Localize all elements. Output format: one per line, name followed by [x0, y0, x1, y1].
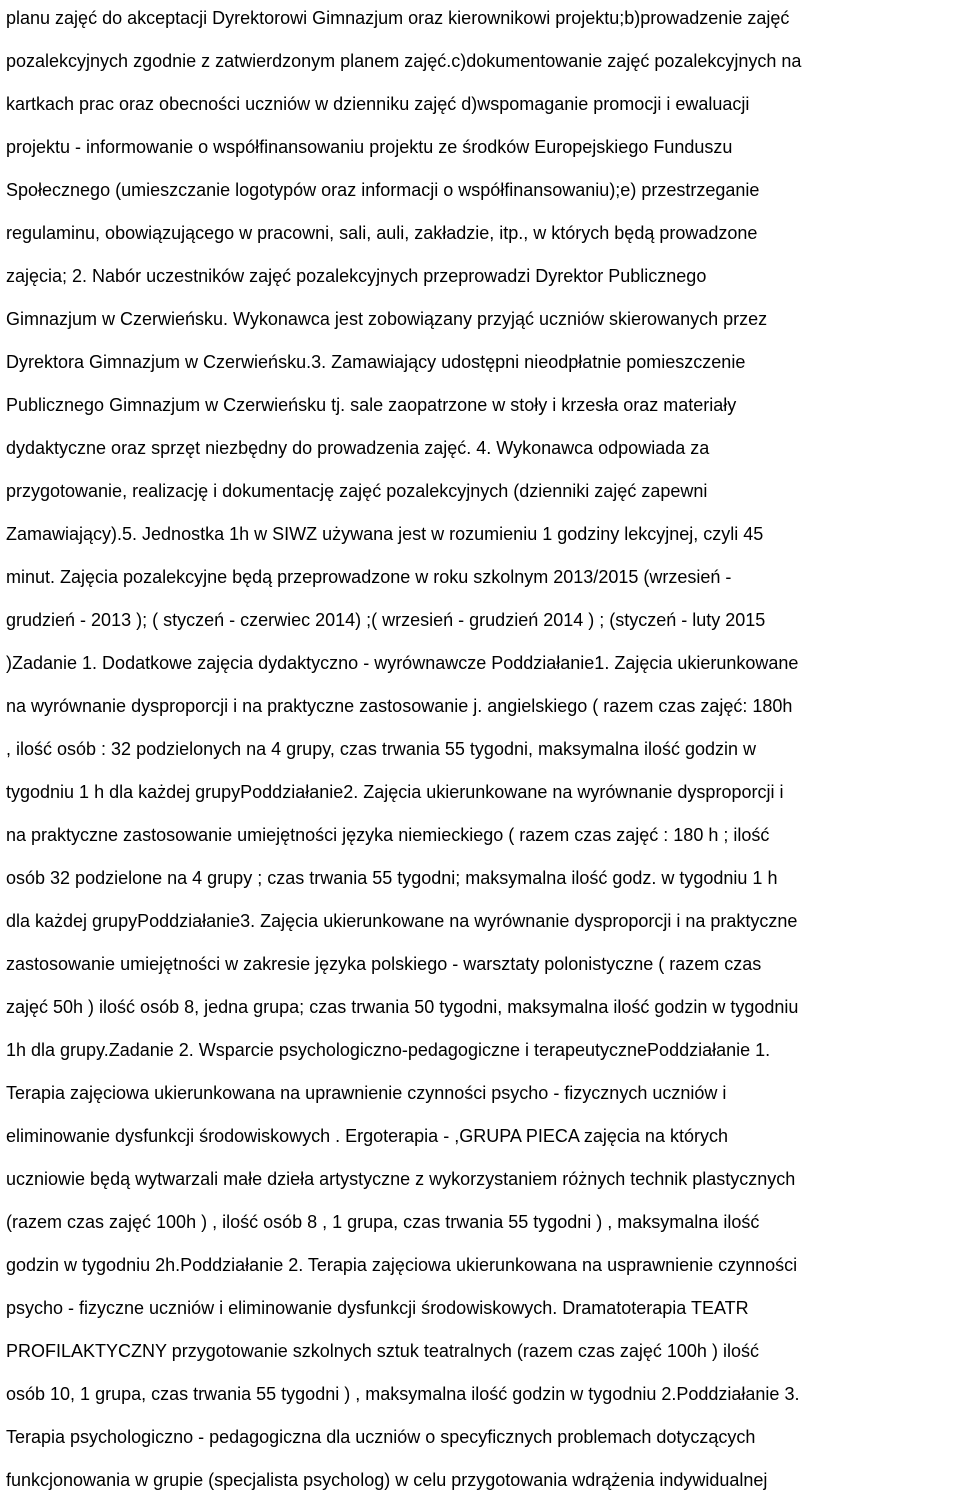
text-line: zajęcia; 2. Nabór uczestników zajęć pozalekcyjnych przeprowadzi Dyrektor Publicznego — [6, 266, 707, 286]
text-line: dla każdej grupyPoddziałanie3. Zajęcia ukierunkowane na wyrównanie dysproporcji i na praktyczne — [6, 911, 798, 931]
text-line: zajęć 50h ) ilość osób 8, jedna grupa; czas trwania 50 tygodni, maksymalna ilość godzin w tygodniu — [6, 997, 799, 1017]
text-line: PROFILAKTYCZNY przygotowanie szkolnych sztuk teatralnych (razem czas zajęć 100h ) ilość — [6, 1341, 759, 1361]
text-line: planu zajęć do akceptacji Dyrektorowi Gimnazjum oraz kierownikowi projektu;b)prowadzenie zajęć — [6, 8, 790, 28]
text-line: eliminowanie dysfunkcji środowiskowych . Ergoterapia - ,GRUPA PIECA zajęcia na których — [6, 1126, 728, 1146]
text-line: na praktyczne zastosowanie umiejętności języka niemieckiego ( razem czas zajęć : 180 h ; ilość — [6, 825, 770, 845]
text-line: godzin w tygodniu 2h.Poddziałanie 2. Terapia zajęciowa ukierunkowana na usprawnienie czynności — [6, 1255, 798, 1275]
text-line: kartkach prac oraz obecności uczniów w dzienniku zajęć d)wspomaganie promocji i ewaluacji — [6, 94, 750, 114]
text-line: Publicznego Gimnazjum w Czerwieńsku tj. sale zaopatrzone w stoły i krzesła oraz materiały — [6, 395, 737, 415]
text-line: dydaktyczne oraz sprzęt niezbędny do prowadzenia zajęć. 4. Wykonawca odpowiada za — [6, 438, 710, 458]
text-line: osób 32 podzielone na 4 grupy ; czas trwania 55 tygodni; maksymalna ilość godz. w tygodniu 1 h — [6, 868, 778, 888]
text-line: grudzień - 2013 ); ( styczeń - czerwiec 2014) ;( wrzesień - grudzień 2014 ) ; (styczeń - luty 2015 — [6, 610, 766, 630]
text-line: przygotowanie, realizację i dokumentację zajęć pozalekcyjnych (dzienniki zajęć zapewni — [6, 481, 708, 501]
text-line: (razem czas zajęć 100h ) , ilość osób 8 , 1 grupa, czas trwania 55 tygodni ) , maksymalna ilość — [6, 1212, 760, 1232]
text-line: 1h dla grupy.Zadanie 2. Wsparcie psychologiczno-pedagogiczne i terapeutycznePoddziałanie 1. — [6, 1040, 771, 1060]
text-line: Terapia psychologiczno - pedagogiczna dla uczniów o specyficznych problemach dotyczących — [6, 1427, 756, 1447]
text-line: Zamawiający).5. Jednostka 1h w SIWZ używana jest w rozumieniu 1 godziny lekcyjnej, czyli 45 — [6, 524, 764, 544]
text-line: )Zadanie 1. Dodatkowe zajęcia dydaktyczno - wyrównawcze Poddziałanie1. Zajęcia ukierunkowane — [6, 653, 799, 673]
text-line: osób 10, 1 grupa, czas trwania 55 tygodni ) , maksymalna ilość godzin w tygodniu 2.Poddziałanie 3. — [6, 1384, 800, 1404]
text-line: Terapia zajęciowa ukierunkowana na uprawnienie czynności psycho - fizycznych uczniów i — [6, 1083, 727, 1103]
text-line: Gimnazjum w Czerwieńsku. Wykonawca jest zobowiązany przyjąć uczniów skierowanych przez — [6, 309, 768, 329]
text-line: zastosowanie umiejętności w zakresie języka polskiego - warsztaty polonistyczne ( razem czas — [6, 954, 762, 974]
text-line: pozalekcyjnych zgodnie z zatwierdzonym planem zajęć.c)dokumentowanie zajęć pozalekcyjnych na — [6, 51, 802, 71]
text-line: uczniowie będą wytwarzali małe dzieła artystyczne z wykorzystaniem różnych technik plastycznych — [6, 1169, 796, 1189]
text-line: , ilość osób : 32 podzielonych na 4 grupy, czas trwania 55 tygodni, maksymalna ilość godzin w — [6, 739, 757, 759]
text-line: na wyrównanie dysproporcji i na praktyczne zastosowanie j. angielskiego ( razem czas zajęć: 180h — [6, 696, 793, 716]
text-line: funkcjonowania w grupie (specjalista psycholog) w celu przygotowania wdrążenia indywidualnej — [6, 1470, 768, 1490]
text-line: regulaminu, obowiązującego w pracowni, sali, auli, zakładzie, itp., w których będą prowadzone — [6, 223, 758, 243]
text-line: projektu - informowanie o współfinansowaniu projektu ze środków Europejskiego Funduszu — [6, 137, 733, 157]
text-line: psycho - fizyczne uczniów i eliminowanie dysfunkcji środowiskowych. Dramatoterapia TEATR — [6, 1298, 749, 1318]
text-line: Dyrektora Gimnazjum w Czerwieńsku.3. Zamawiający udostępni nieodpłatnie pomieszczenie — [6, 352, 746, 372]
text-line: Społecznego (umieszczanie logotypów oraz informacji o współfinansowaniu);e) przestrzeganie — [6, 180, 760, 200]
text-line: minut. Zajęcia pozalekcyjne będą przeprowadzone w roku szkolnym 2013/2015 (wrzesień - — [6, 567, 732, 587]
text-line: tygodniu 1 h dla każdej grupyPoddziałanie2. Zajęcia ukierunkowane na wyrównanie dysproporcji i — [6, 782, 784, 802]
